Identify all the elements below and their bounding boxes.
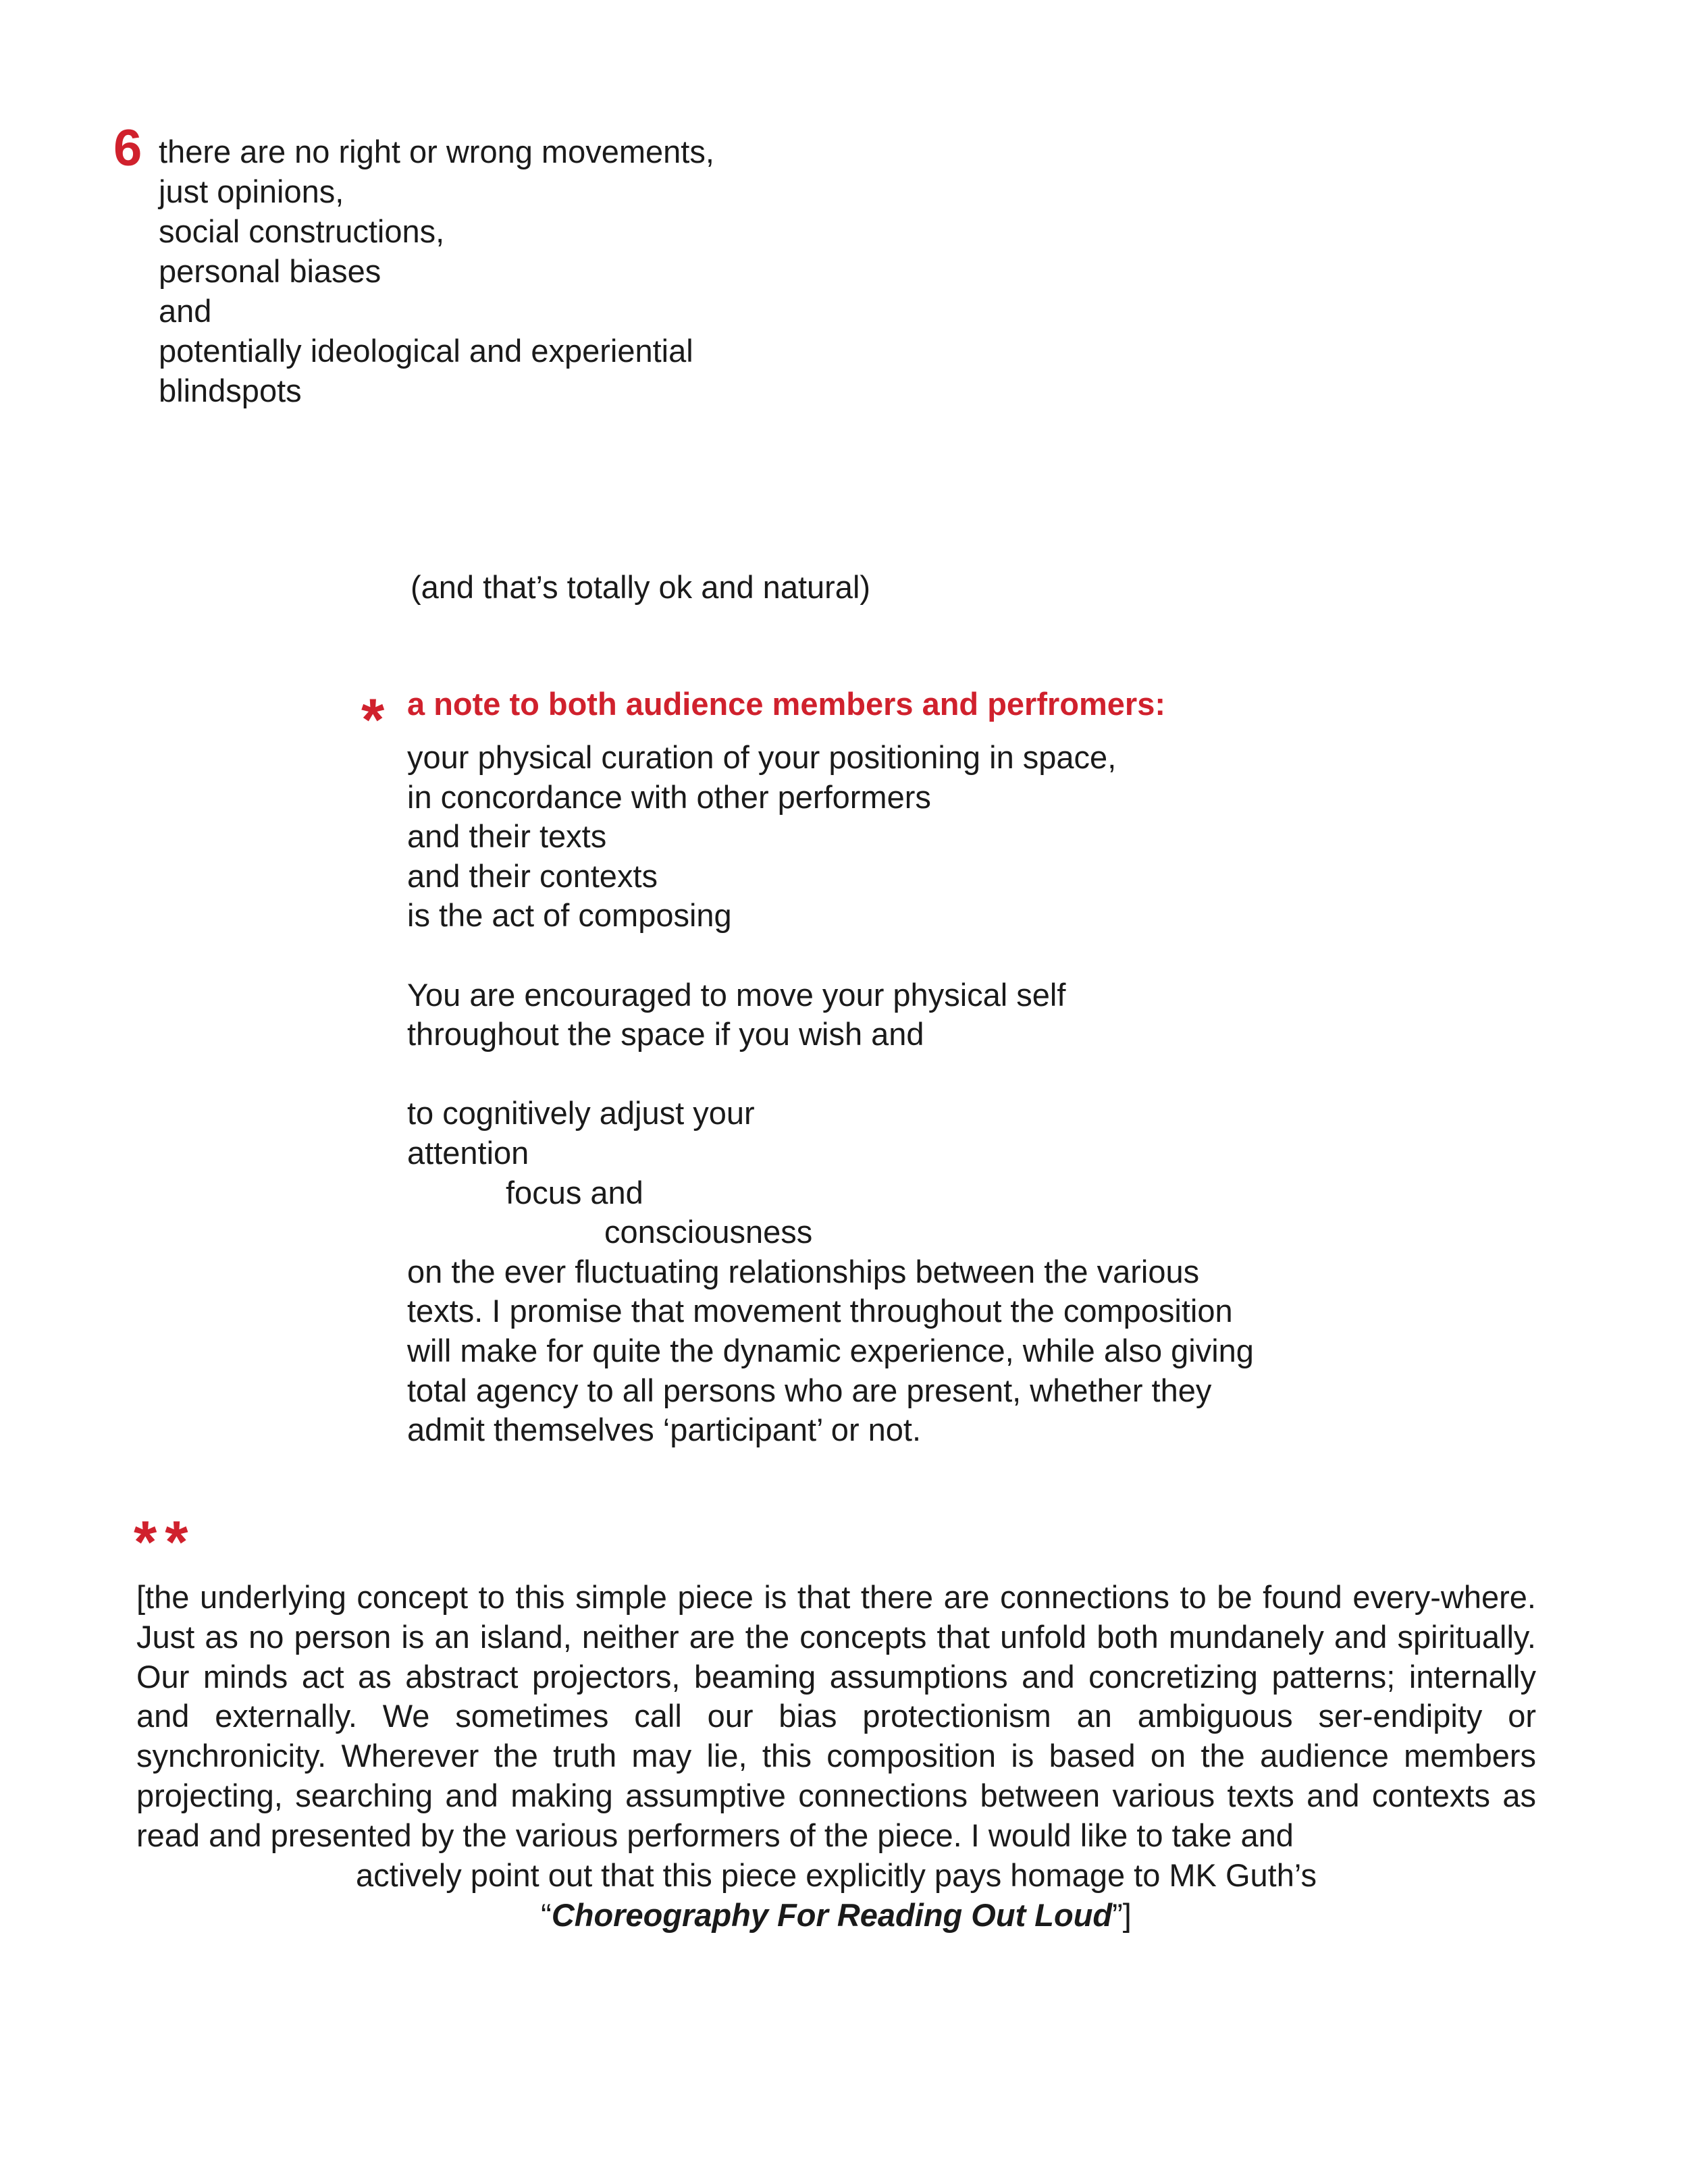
note-asterisk-mark: * <box>361 686 385 753</box>
concept-paragraph <box>136 1578 1536 1856</box>
note-line: on the ever fluctuating relationships between the various <box>407 1253 1200 1289</box>
concept-tail <box>136 1856 1536 1936</box>
note-line: is the act of composing <box>407 897 732 934</box>
quote-open: “ <box>541 1896 552 1933</box>
note-line: You are encouraged to move your physical self <box>407 976 1066 1013</box>
work-title: Choreography For Reading Out Loud <box>551 1896 1113 1933</box>
section-6-lines <box>159 132 714 410</box>
section-6-line: social constructions, <box>159 213 445 249</box>
note-body <box>407 738 1254 1450</box>
concept-paragraph-text: [the underlying concept to this simple piece is that there are connections to be found every-where. Just as no person is an island, neither are the concepts that unfold both mundanely and spiritually. Our minds act as abstract projectors, beaming assumptions and concretizing patterns; internally and externally. We sometimes call our bias protectionism an ambiguous ser-endipity or synchronicity. Wherever the truth may lie, this composition is based on the audience members projecting, searching and making assumptive connections between various texts and contexts as read and presented by the various performers of the piece. <box>136 1579 1536 1853</box>
section-6-line: blindspots <box>159 373 302 408</box>
note-line: and their contexts <box>407 857 658 894</box>
note-line: consciousness <box>604 1214 813 1250</box>
note-line: focus and <box>506 1174 643 1210</box>
note-heading: a note to both audience members and perfromers: <box>407 686 1165 722</box>
quote-close: ”] <box>1112 1896 1132 1933</box>
section-number: 6 <box>113 119 142 177</box>
note-line: will make for quite the dynamic experience, while also giving <box>407 1332 1254 1368</box>
work-title-line <box>136 1896 1536 1936</box>
section-6-line: just opinions, <box>159 174 344 209</box>
note-line: attention <box>407 1134 529 1171</box>
homage-line: actively point out that this piece explicitly pays homage to MK Guth’s <box>356 1857 1317 1893</box>
note-line: admit themselves ‘participant’ or not. <box>407 1412 922 1448</box>
note-line: throughout the space if you wish and <box>407 1016 924 1053</box>
section-6-line: and <box>159 293 212 329</box>
note-spacer <box>407 936 1254 976</box>
section-6-line: potentially ideological and experiential <box>159 333 693 369</box>
note-line: in concordance with other performers <box>407 778 931 815</box>
section-6-line: personal biases <box>159 253 381 289</box>
note-line: your physical curation of your positioning in space, <box>407 739 1117 775</box>
note-spacer <box>407 1055 1254 1094</box>
concept-paragraph-end: I would like to take and <box>970 1817 1294 1853</box>
section-6-line: there are no right or wrong movements, <box>159 134 714 169</box>
double-asterisk-mark: ** <box>134 1508 196 1575</box>
note-line: and their texts <box>407 818 607 855</box>
note-line: texts. I promise that movement throughout the composition <box>407 1293 1233 1329</box>
aside-note: (and that’s totally ok and natural) <box>411 569 871 605</box>
note-line: to cognitively adjust your <box>407 1095 755 1131</box>
note-line: total agency to all persons who are present, whether they <box>407 1372 1212 1408</box>
